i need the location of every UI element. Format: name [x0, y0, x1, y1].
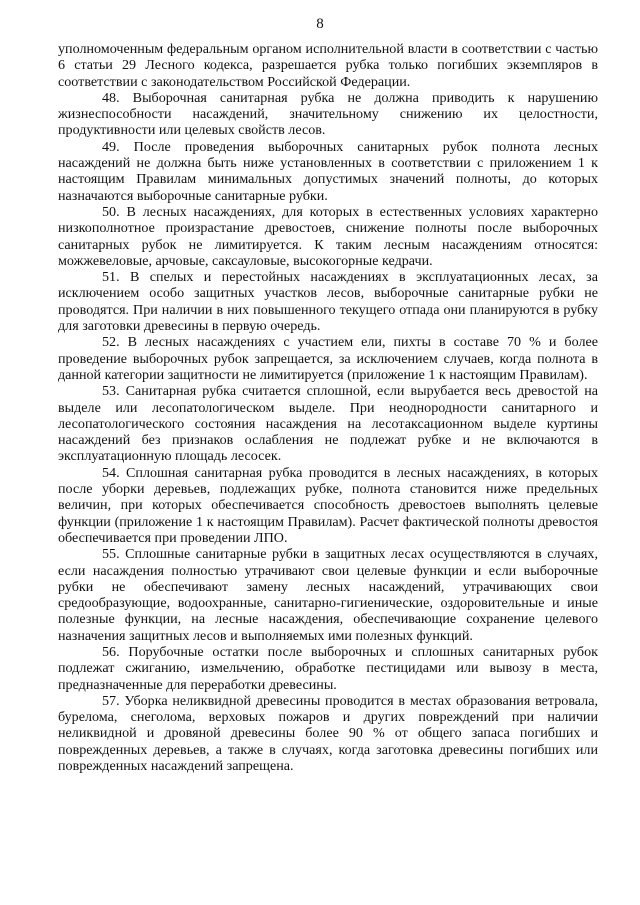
paragraph-57: 57. Уборка неликвидной древесины проводится в местах образования ветровала, бурелома, снеголома, верховых пожаров и других повреждений при наличии неликвидной и дровяной древесины более 90 % от общего запаса погибших и поврежденных деревьев, а также в случаях, когда заготовка древесины погибших или поврежденных насаждений запрещена.: [58, 692, 598, 775]
paragraph-48: 48. Выборочная санитарная рубка не должна приводить к нарушению жизнеспособности насаждений, значительному снижению их целостности, продуктивности или целевых свойств лесов.: [58, 89, 598, 139]
document-body: [58, 41, 598, 774]
paragraph-54: 54. Сплошная санитарная рубка проводится в лесных насаждениях, в которых после уборки деревьев, подлежащих рубке, полнота становится ниже предельных величин, при которых обеспечивается способность древостоев выполнять целевые функции (приложение 1 к настоящим Правилам). Расчет фактической полноты древостоя обеспечивается при проведении ЛПО.: [58, 464, 598, 546]
paragraph-51: 51. В спелых и перестойных насаждениях в эксплуатационных лесах, за исключением особо защитных участков лесов, выборочные санитарные рубки не проводятся. При наличии в них повышенного текущего отпада они планируются в рубку для заготовки древесины в первую очередь.: [58, 269, 598, 335]
page-number: 8: [316, 16, 324, 32]
paragraph-56: 56. Порубочные остатки после выборочных и сплошных санитарных рубок подлежат сжиганию, измельчению, обработке пестицидами или вывозу в места, предназначенные для переработки древесины.: [58, 643, 598, 693]
paragraph-53: 53. Санитарная рубка считается сплошной, если вырубается весь древостой на выделе или лесопатологическом выделе. При неоднородности санитарного и лесопатологического состояния насаждения на лесотаксационном выделе куртины насаждений без признаков ослабления не подлежат рубке и не включаются в эксплуатационную площадь лесосек.: [58, 383, 598, 465]
paragraph-49: 49. После проведения выборочных санитарных рубок полнота лесных насаждений не должна быть ниже установленных в соответствии с приложением 1 к настоящим Правилам минимальных допустимых значений полноты, до которых назначаются выборочные санитарные рубки.: [58, 138, 598, 204]
paragraph-52: 52. В лесных насаждениях с участием ели, пихты в составе 70 % и более проведение выборочных рубок запрещается, за исключением случаев, когда полнота в данной категории защитности не лимитируется (приложение 1 к настоящим Правилам).: [58, 334, 598, 383]
paragraph-50: 50. В лесных насаждениях, для которых в естественных условиях характерно низкополнотное произрастание древостоев, снижение полноты после выборочных санитарных рубок не лимитируется. К таким лесным насаждениям относятся: можжевеловые, арчовые, саксауловые, высокогорные кедрачи.: [58, 203, 598, 269]
paragraph-continuation: уполномоченным федеральным органом исполнительной власти в соответствии с частью 6 статьи 29 Лесного кодекса, разрешается рубка только погибших экземпляров в соответствии с законодательством Российской Федерации.: [58, 41, 598, 90]
paragraph-55: 55. Сплошные санитарные рубки в защитных лесах осуществляются в случаях, если насаждения полностью утрачивают свои целевые функции и если выборочные рубки не обеспечивают замену лесных насаждений, утрачивающих свои средообразующие, водоохранные, санитарно-гигиенические, оздоровительные и иные полезные функции, на лесные насаждения, обеспечивающие сохранение целевого назначения защитных лесов и выполняемых ими полезных функций.: [58, 546, 598, 644]
